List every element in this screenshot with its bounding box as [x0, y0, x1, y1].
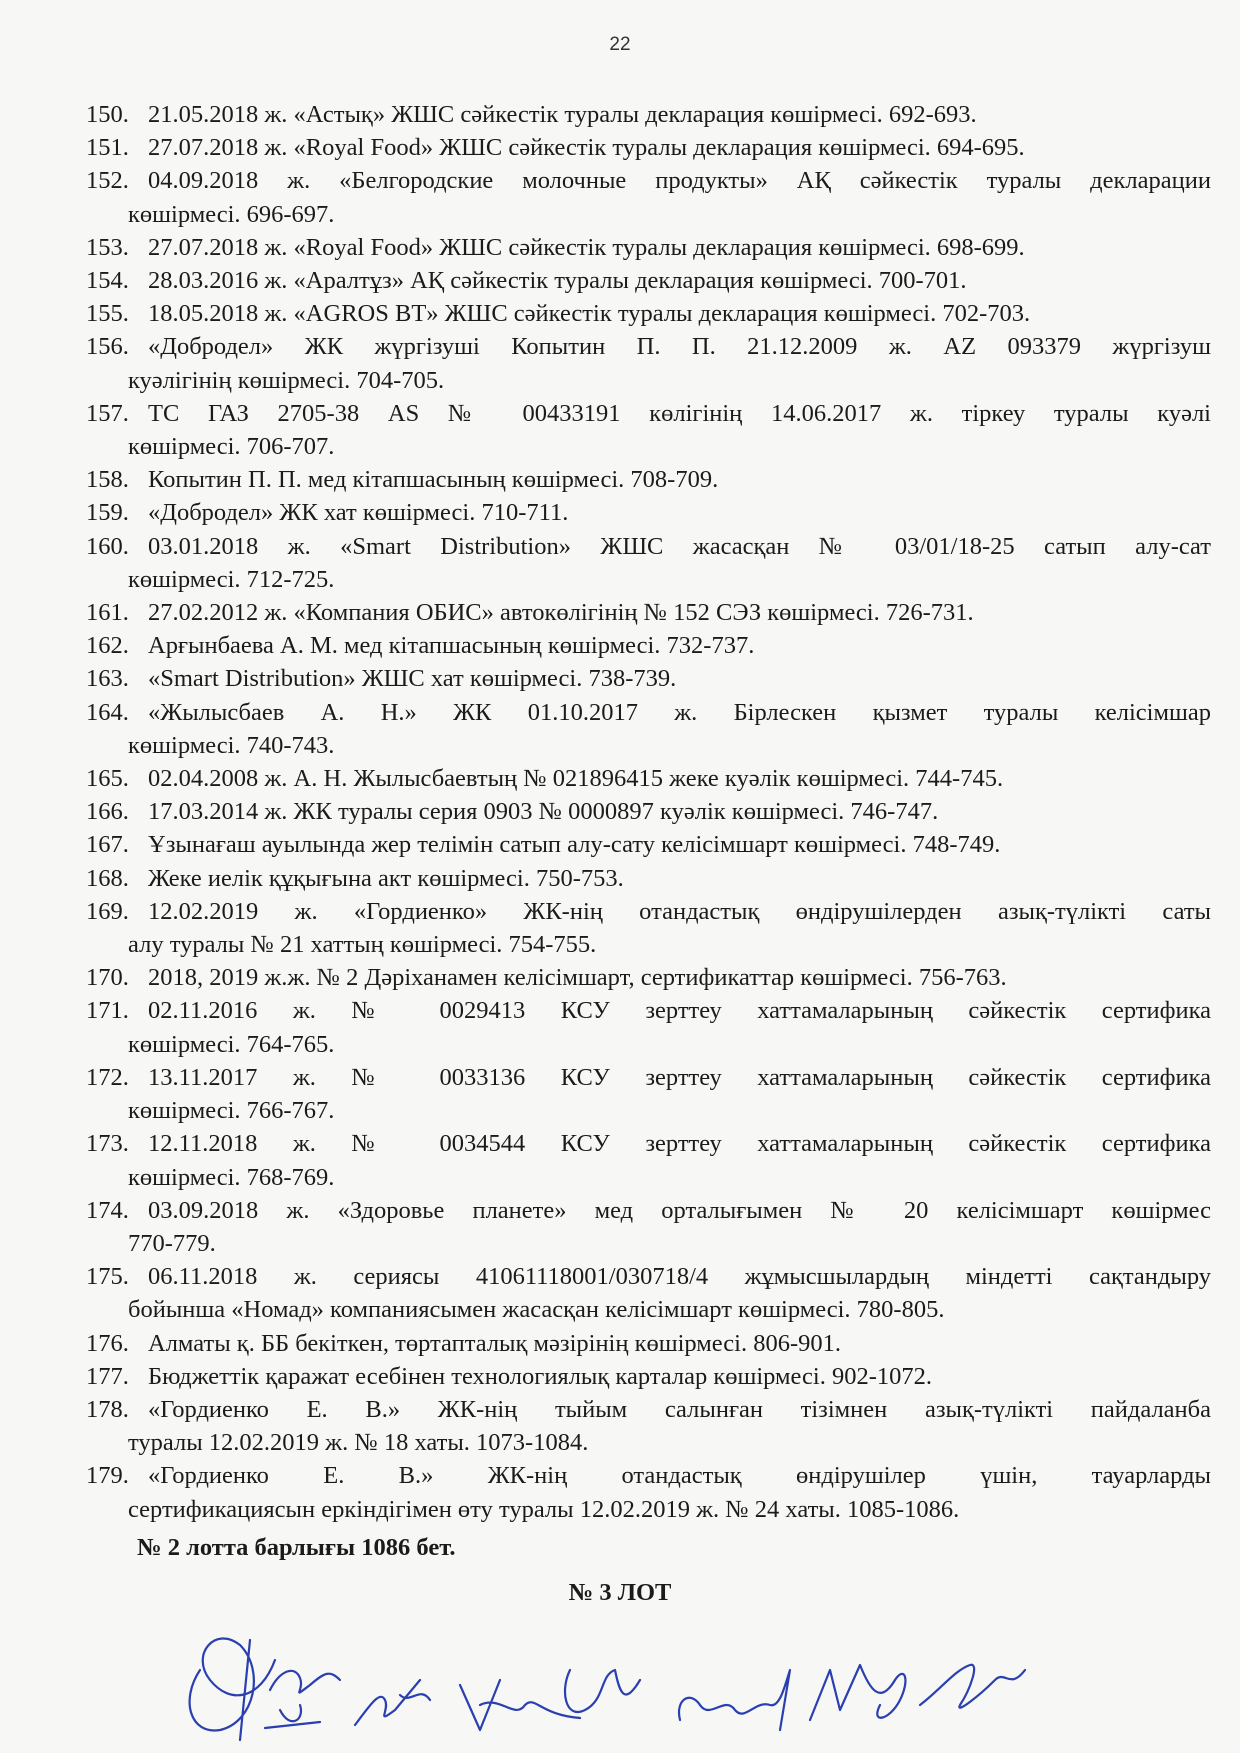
item-text-line: туралы 12.02.2019 ж. № 18 хаты. 1073-1084.	[128, 1429, 589, 1457]
list-item	[86, 1194, 1211, 1260]
item-text	[148, 496, 1211, 529]
list-item	[86, 961, 1211, 994]
item-text-line: «Гордиенко Е. В.» ЖК-нің тыйым салынған тізімнен азық-түлікті пайдаланба	[148, 1395, 1211, 1423]
list-item	[86, 828, 1211, 861]
item-text-line: 2018, 2019 ж.ж. № 2 Дәріханамен келісімшарт, сертификаттар көшірмесі. 756-763.	[148, 964, 1007, 992]
item-text-line: Копытин П. П. мед кітапшасының көшірмесі. 708-709.	[148, 466, 719, 494]
item-text	[128, 1393, 1211, 1459]
item-text	[148, 862, 1211, 895]
item-text-line: көшірмесі. 712-725.	[128, 565, 335, 593]
item-text	[148, 629, 1211, 662]
item-text	[128, 696, 1211, 762]
item-text-line: «Добродел» ЖК хат көшірмесі. 710-711.	[148, 499, 569, 527]
item-number: 179.	[86, 1462, 129, 1490]
item-text	[148, 828, 1211, 861]
item-text	[128, 164, 1211, 230]
item-number: 175.	[86, 1263, 129, 1291]
signatures	[180, 1610, 1140, 1750]
list-item	[86, 297, 1211, 330]
item-number: 171.	[86, 997, 129, 1025]
item-text-line: 03.01.2018 ж. «Smart Distribution» ЖШС жасасқан № 03/01/18-25 сатып алу-сат	[148, 532, 1211, 560]
item-number: 158.	[86, 466, 129, 494]
item-text	[148, 463, 1211, 496]
item-text	[128, 994, 1211, 1060]
item-text	[148, 596, 1211, 629]
item-number: 167.	[86, 831, 129, 859]
item-text-line: Арғынбаева А. М. мед кітапшасының көшірмесі. 732-737.	[148, 632, 755, 660]
item-number: 156.	[86, 333, 129, 361]
item-text-line: 27.07.2018 ж. «Royal Food» ЖШС сәйкестік туралы декларация көшірмесі. 694-695.	[148, 134, 1025, 162]
item-text	[128, 1459, 1211, 1525]
item-text-line: көшірмесі. 764-765.	[128, 1030, 335, 1058]
list-item	[86, 131, 1211, 164]
list-item	[86, 1260, 1211, 1326]
item-number: 155.	[86, 300, 129, 328]
item-text	[128, 1127, 1211, 1193]
item-text-line: 27.07.2018 ж. «Royal Food» ЖШС сәйкестік туралы декларация көшірмесі. 698-699.	[148, 233, 1025, 261]
item-text-line: көшірмесі. 768-769.	[128, 1163, 335, 1191]
item-text	[148, 231, 1211, 264]
item-number: 174.	[86, 1196, 129, 1224]
item-number: 161.	[86, 599, 129, 627]
lot-total: № 2 лотта барлығы 1086 бет.	[137, 1534, 456, 1561]
list-item	[86, 397, 1211, 463]
item-text	[128, 1061, 1211, 1127]
item-text-line: «Smart Distribution» ЖШС хат көшірмесі. 738-739.	[148, 665, 677, 693]
item-text-line: 04.09.2018 ж. «Белгородские молочные продукты» АҚ сәйкестік туралы декларации	[148, 167, 1211, 195]
item-text-line: «Жылысбаев А. Н.» ЖК 01.10.2017 ж. Бірлескен қызмет туралы келісімшар	[148, 698, 1211, 726]
item-text-line: 18.05.2018 ж. «AGROS BT» ЖШС сәйкестік туралы декларация көшірмесі. 702-703.	[148, 300, 1031, 328]
document-list	[86, 98, 1211, 1526]
item-text-line: 21.05.2018 ж. «Астық» ЖШС сәйкестік туралы декларация көшірмесі. 692-693.	[148, 101, 977, 128]
item-text-line: көшірмесі. 740-743.	[128, 731, 335, 759]
item-text-line: алу туралы № 21 хаттың көшірмесі. 754-755.	[128, 931, 597, 959]
item-text	[128, 530, 1211, 596]
item-text-line: 17.03.2014 ж. ЖК туралы серия 0903 № 0000897 куәлік көшірмесі. 746-747.	[148, 798, 939, 826]
list-item	[86, 795, 1211, 828]
item-text-line: бойынша «Номад» компаниясымен жасасқан келісімшарт көшірмесі. 780-805.	[128, 1296, 945, 1324]
signature-1	[190, 1638, 275, 1740]
list-item	[86, 231, 1211, 264]
item-text-line: 12.02.2019 ж. «Гордиенко» ЖК-нің отандастық өндірушілерден азық-түлікті саты	[148, 897, 1211, 925]
item-text-line: 770-779.	[128, 1229, 216, 1257]
signature-3	[355, 1680, 430, 1725]
item-text	[128, 397, 1211, 463]
signature-7	[810, 1665, 905, 1720]
item-text-line: көшірмесі. 706-707.	[128, 433, 335, 461]
item-text	[148, 264, 1211, 297]
lot-heading: № 3 ЛОТ	[568, 1579, 672, 1606]
item-number: 150.	[86, 101, 129, 128]
item-text-line: Алматы қ. ББ бекіткен, төртапталық мәзірінің көшірмесі. 806-901.	[148, 1329, 842, 1357]
item-text	[148, 297, 1211, 330]
item-text-line: 02.11.2016 ж. № 0029413 КСУ зерттеу хаттамаларының сәйкестік сертифика	[148, 997, 1211, 1025]
list-item	[86, 1327, 1211, 1360]
item-text-line: 06.11.2018 ж. сериясы 41061118001/030718/4 жұмысшылардың міндетті сақтандыру	[148, 1263, 1211, 1291]
item-text-line: Жеке иелік құқығына акт көшірмесі. 750-753.	[148, 864, 624, 892]
list-item	[86, 164, 1211, 230]
list-item	[86, 530, 1211, 596]
item-text	[128, 1260, 1211, 1326]
item-text-line: «Гордиенко Е. В.» ЖК-нің отандастық өндірушілер үшін, тауарларды	[148, 1462, 1211, 1490]
item-number: 164.	[86, 698, 129, 726]
item-text	[148, 1360, 1211, 1393]
item-text-line: көшірмесі. 696-697.	[128, 200, 335, 228]
list-item	[86, 1127, 1211, 1193]
list-item	[86, 98, 1211, 131]
item-number: 154.	[86, 267, 129, 295]
list-item	[86, 762, 1211, 795]
item-text	[148, 1327, 1211, 1360]
item-number: 166.	[86, 798, 129, 826]
item-number: 170.	[86, 964, 129, 992]
list-item	[86, 1393, 1211, 1459]
item-text-line: ТС ГАЗ 2705-38 AS № 00433191 көлігінің 14.06.2017 ж. тіркеу туралы куәлі	[148, 399, 1211, 427]
item-number: 163.	[86, 665, 129, 693]
item-text-line: Ұзынағаш ауылында жер телімін сатып алу-сату келісімшарт көшірмесі. 748-749.	[148, 831, 1001, 859]
list-item	[86, 463, 1211, 496]
item-number: 157.	[86, 399, 129, 427]
item-text	[128, 895, 1211, 961]
list-item	[86, 629, 1211, 662]
item-text-line: 03.09.2018 ж. «Здоровье планете» мед орталығымен № 20 келісімшарт көшірмес	[148, 1196, 1211, 1224]
signature-6	[679, 1670, 790, 1730]
item-number: 152.	[86, 167, 129, 195]
signature-2	[265, 1671, 340, 1728]
list-item	[86, 1061, 1211, 1127]
signature-5	[565, 1670, 640, 1712]
list-item	[86, 1360, 1211, 1393]
list-item	[86, 994, 1211, 1060]
item-text-line: 02.04.2008 ж. А. Н. Жылысбаевтың № 021896415 жеке куәлік көшірмесі. 744-745.	[148, 765, 1004, 793]
item-text-line: куәлігінің көшірмесі. 704-705.	[128, 366, 445, 394]
item-text-line: Бюджеттік қаражат есебінен технологиялық карталар көшірмесі. 902-1072.	[148, 1362, 932, 1390]
item-text-line: 27.02.2012 ж. «Компания ОБИС» автокөлігінің № 152 СЭЗ көшірмесі. 726-731.	[148, 599, 974, 627]
list-item	[86, 1459, 1211, 1525]
list-item	[86, 696, 1211, 762]
item-number: 162.	[86, 632, 129, 660]
item-number: 153.	[86, 233, 129, 261]
signature-8	[920, 1665, 1025, 1708]
list-item	[86, 895, 1211, 961]
item-text-line: «Добродел» ЖК жүргізуші Копытин П. П. 21.12.2009 ж. AZ 093379 жүргізуш	[148, 333, 1211, 361]
item-number: 160.	[86, 532, 129, 560]
item-text-line: 13.11.2017 ж. № 0033136 КСУ зерттеу хаттамаларының сәйкестік сертифика	[148, 1063, 1211, 1091]
item-number: 172.	[86, 1063, 129, 1091]
item-number: 177.	[86, 1362, 129, 1390]
item-text	[148, 662, 1211, 695]
list-item	[86, 264, 1211, 297]
item-number: 173.	[86, 1130, 129, 1158]
item-text	[148, 98, 1211, 131]
list-item	[86, 496, 1211, 529]
item-text	[148, 762, 1211, 795]
list-item	[86, 862, 1211, 895]
item-number: 151.	[86, 134, 129, 162]
item-text	[148, 131, 1211, 164]
item-text	[148, 795, 1211, 828]
list-item	[86, 662, 1211, 695]
item-text-line: 12.11.2018 ж. № 0034544 КСУ зерттеу хаттамаларының сәйкестік сертифика	[148, 1130, 1211, 1158]
list-item	[86, 330, 1211, 396]
item-text	[148, 961, 1211, 994]
item-text-line: 28.03.2016 ж. «Аралтұз» АҚ сәйкестік туралы декларация көшірмесі. 700-701.	[148, 267, 967, 295]
item-number: 178.	[86, 1395, 129, 1423]
item-number: 169.	[86, 897, 129, 925]
item-text	[128, 1194, 1211, 1260]
item-text	[128, 330, 1211, 396]
signature-4	[460, 1680, 580, 1730]
item-number: 159.	[86, 499, 129, 527]
item-text-line: көшірмесі. 766-767.	[128, 1097, 335, 1125]
list-item	[86, 596, 1211, 629]
item-number: 165.	[86, 765, 129, 793]
item-number: 176.	[86, 1329, 129, 1357]
item-text-line: сертификациясын еркіндігімен өту туралы 12.02.2019 ж. № 24 хаты. 1085-1086.	[128, 1495, 960, 1523]
item-number: 168.	[86, 864, 129, 892]
page-number: 22	[609, 34, 631, 55]
